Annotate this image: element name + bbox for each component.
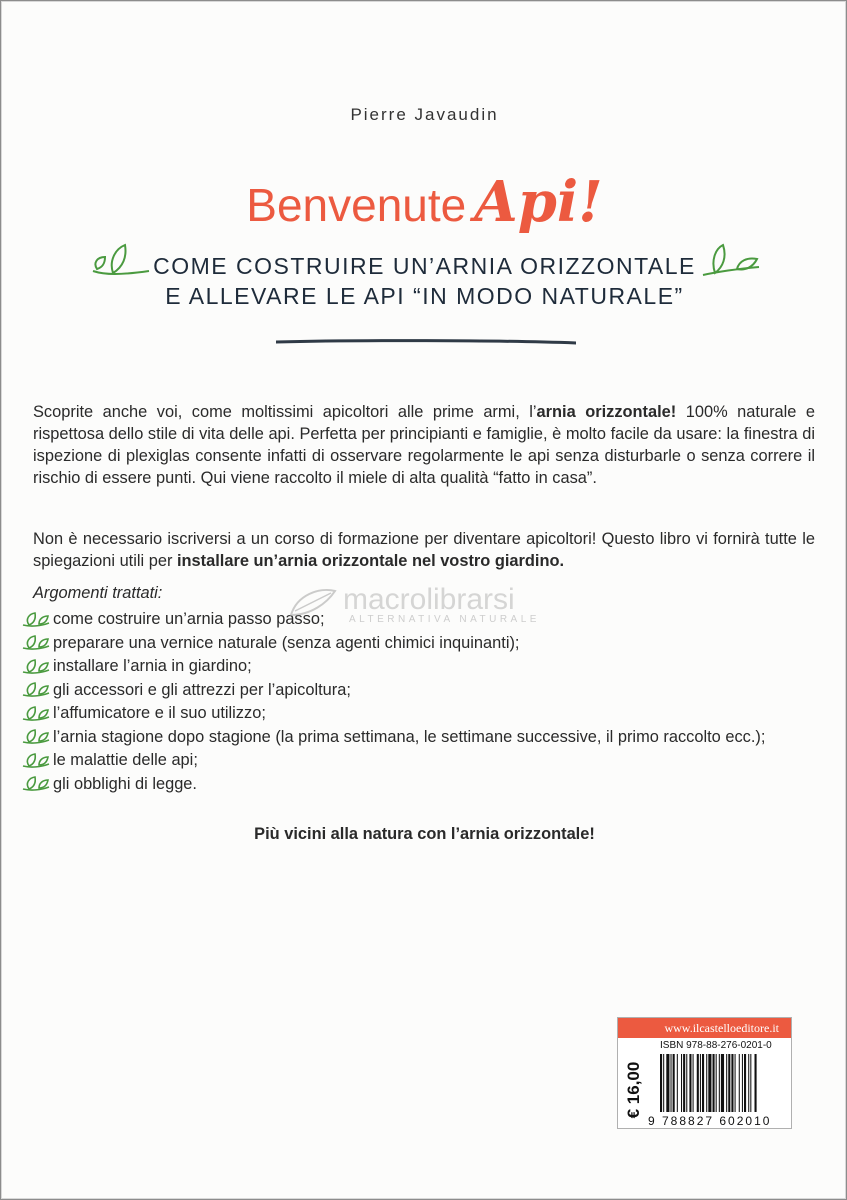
topic-text: installare l’arnia in giardino; bbox=[53, 657, 252, 676]
barcode-bar bbox=[693, 1054, 694, 1112]
description-paragraph-1 bbox=[33, 401, 815, 489]
topic-text: l’arnia stagione dopo stagione (la prima settimana, le settimane successive, il primo raccolto ecc.); bbox=[53, 727, 766, 746]
list-item bbox=[21, 655, 765, 679]
barcode-bar bbox=[726, 1054, 727, 1112]
barcode-bar bbox=[689, 1054, 691, 1112]
topic-text: l’affumicatore e il suo utilizzo; bbox=[53, 704, 266, 723]
barcode-bar bbox=[671, 1054, 672, 1112]
barcode-bar bbox=[663, 1054, 664, 1112]
barcode-bar bbox=[708, 1054, 711, 1112]
topics-heading: Argomenti trattati: bbox=[33, 584, 163, 602]
paragraph-2-text: Non è necessario iscriversi a un corso di formazione per diventare apicoltori! Questo libro vi fornirà tutte le spiegazioni utili per bbox=[33, 530, 815, 570]
barcode-bar bbox=[735, 1054, 736, 1112]
sprout-bullet-icon bbox=[21, 728, 51, 746]
topics-list bbox=[21, 608, 765, 796]
paragraph-1-text-a: Scoprite anche voi, come moltissimi apicoltori alle prime armi, l’ bbox=[33, 403, 537, 421]
barcode-bar bbox=[728, 1054, 730, 1112]
sprout-bullet-icon bbox=[21, 775, 51, 793]
book-subtitle bbox=[1, 251, 847, 311]
barcode-bar bbox=[681, 1054, 682, 1112]
barcode-bar bbox=[748, 1054, 749, 1112]
publisher-website: www.ilcastelloeditore.it bbox=[618, 1018, 791, 1038]
barcode-panel bbox=[617, 1017, 792, 1129]
topic-text: le malattie delle api; bbox=[53, 751, 198, 770]
list-item bbox=[21, 679, 765, 703]
barcode-bar bbox=[739, 1054, 740, 1112]
topic-text: gli accessori e gli attrezzi per l’apicoltura; bbox=[53, 680, 351, 699]
watermark-tagline: ALTERNATIVA NATURALE bbox=[349, 614, 540, 625]
barcode-bar bbox=[716, 1054, 717, 1112]
book-title bbox=[1, 169, 847, 235]
decorative-divider bbox=[276, 337, 576, 347]
barcode-bar bbox=[697, 1054, 699, 1112]
barcode-bar bbox=[702, 1054, 704, 1112]
price-label: € 16,00 bbox=[624, 1061, 643, 1119]
barcode-bar bbox=[677, 1054, 678, 1112]
barcode-bar bbox=[686, 1054, 687, 1112]
paragraph-2-bold: installare un’arnia orizzontale nel vostro giardino. bbox=[176, 552, 565, 570]
author-name: Pierre Javaudin bbox=[350, 105, 499, 124]
barcode-bar bbox=[750, 1054, 751, 1112]
barcode-bar bbox=[660, 1054, 662, 1112]
subtitle-line-2: E ALLEVARE LE API “IN MODO NATURALE” bbox=[165, 283, 684, 309]
sprout-bullet-icon bbox=[21, 681, 51, 699]
list-item bbox=[21, 608, 765, 632]
book-title-part2: Api! bbox=[474, 169, 603, 235]
barcode-graphic bbox=[660, 1054, 784, 1112]
sprout-bullet-icon bbox=[21, 634, 51, 652]
list-item bbox=[21, 749, 765, 773]
sprout-bullet-icon bbox=[21, 611, 51, 629]
list-item bbox=[21, 773, 765, 797]
ean-digits: 9 788827 602010 bbox=[648, 1114, 772, 1128]
subtitle-line-1: COME COSTRUIRE UN’ARNIA ORIZZONTALE bbox=[153, 253, 696, 279]
description-paragraph-2 bbox=[33, 528, 815, 572]
closing-tagline: Più vicini alla natura con l’arnia orizzontale! bbox=[254, 825, 595, 843]
topic-text: come costruire un’arnia passo passo; bbox=[53, 610, 325, 629]
barcode-bar bbox=[683, 1054, 685, 1112]
barcode-bar bbox=[721, 1054, 724, 1112]
barcode-bar bbox=[706, 1054, 707, 1112]
barcode-bar bbox=[700, 1054, 701, 1112]
book-title-part1: Benvenute bbox=[246, 179, 467, 231]
list-item bbox=[21, 702, 765, 726]
barcode-bar bbox=[744, 1054, 746, 1112]
sprout-bullet-icon bbox=[21, 658, 51, 676]
topic-text: preparare una vernice naturale (senza agenti chimici inquinanti); bbox=[53, 633, 520, 652]
isbn-label: ISBN 978-88-276-0201-0 bbox=[660, 1040, 772, 1051]
barcode-bar bbox=[673, 1054, 675, 1112]
sprout-bullet-icon bbox=[21, 705, 51, 723]
barcode-bar bbox=[742, 1054, 743, 1112]
barcode-bar bbox=[713, 1054, 715, 1112]
paragraph-1-bold: arnia orizzontale! bbox=[536, 403, 677, 421]
list-item bbox=[21, 632, 765, 656]
barcode-bar bbox=[719, 1054, 720, 1112]
sprout-bullet-icon bbox=[21, 752, 51, 770]
barcode-bar bbox=[755, 1054, 757, 1112]
list-item bbox=[21, 726, 765, 750]
barcode-bar bbox=[731, 1054, 733, 1112]
paragraph-1-text-b: 100% naturale e rispettosa dello stile di vita delle api. Perfetta per principianti e famiglie, è molto facile da usare: la finestra di ispezione di plexiglas consente infatti di osservare regolarmente le api senza disturbarle o senza correre il rischio di essere punti. Qui viene raccolto il miele di alta qualità “fatto in casa”. bbox=[33, 403, 816, 487]
watermark-name: macrolibrarsi bbox=[343, 583, 515, 616]
topic-text: gli obblighi di legge. bbox=[53, 774, 197, 793]
barcode-bar bbox=[666, 1054, 669, 1112]
